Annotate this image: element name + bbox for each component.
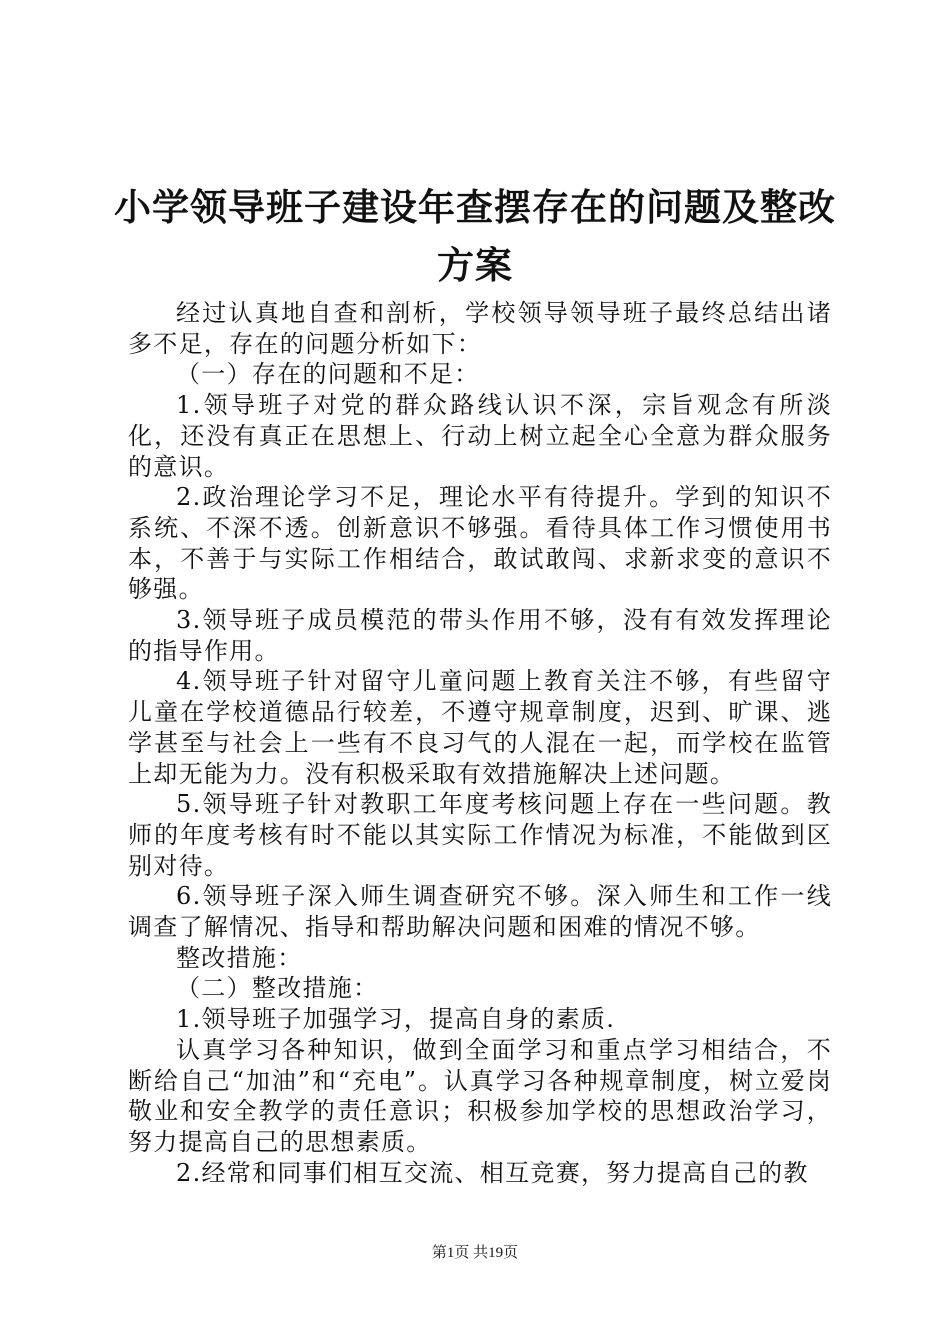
paragraph-problem-3: 3.领导班子成员模范的带头作用不够，没有有效发挥理论的指导作用。 <box>128 606 832 665</box>
paragraph-measure-2: 2.经常和同事们相互交流、相互竞赛，努力提高自己的教 <box>176 1158 809 1187</box>
paragraph-problem-4: 4.领导班子针对留守儿童问题上教育关注不够，有些留守儿童在学校道德品行较差，不遵守规章制度，迟到、旷课、逃学甚至与社会上一些有不良习气的人混在一起，而学校在监管上却无能为力。没有积极采取有效措施解决上述问题。 <box>128 667 832 788</box>
paragraph-problem-1: 1.领导班子对党的群众路线认识不深，宗旨观念有所淡化，还没有真正在思想上、行动上树立起全心全意为群众服务的意识。 <box>128 391 832 481</box>
paragraph-problem-2: 2.政治理论学习不足，理论水平有待提升。学到的知识不系统、不深不透。创新意识不够强。看待具体工作习惯使用书本，不善于与实际工作相结合，敢试敢闯、求新求变的意识不够强。 <box>128 483 832 604</box>
paragraph-intro: 经过认真地自查和剖析，学校领导领导班子最终总结出诸多不足，存在的问题分析如下： <box>128 299 832 358</box>
paragraph-problem-5: 5.领导班子针对教职工年度考核问题上存在一些问题。教师的年度考核有时不能以其实际工作情况为标准，不能做到区别对待。 <box>128 790 832 880</box>
document-body <box>128 298 832 1188</box>
paragraph-measure-1: 1.领导班子加强学习，提高自身的素质. <box>176 1005 616 1034</box>
document-title: 小学领导班子建设年查摆存在的问题及整改方案 <box>114 185 836 287</box>
paragraph-measure-1-detail: 认真学习各种知识，做到全面学习和重点学习相结合，不断给自己“加油”和“充电”。认真学习各种规章制度，树立爱岗敬业和安全教学的责任意识；积极参加学校的思想政治学习，努力提高自己的思想素质。 <box>128 1035 832 1156</box>
paragraph-problem-6: 6.领导班子深入师生调查研究不够。深入师生和工作一线调查了解情况、指导和帮助解决问题和困难的情况不够。 <box>128 882 832 942</box>
page-footer: 第1页 共19页 <box>431 1245 519 1261</box>
section-label-measures: 整改措施： <box>176 943 303 972</box>
section-heading-problems: （一）存在的问题和不足： <box>176 360 480 389</box>
section-heading-measures: （二）整改措施： <box>176 974 379 1003</box>
